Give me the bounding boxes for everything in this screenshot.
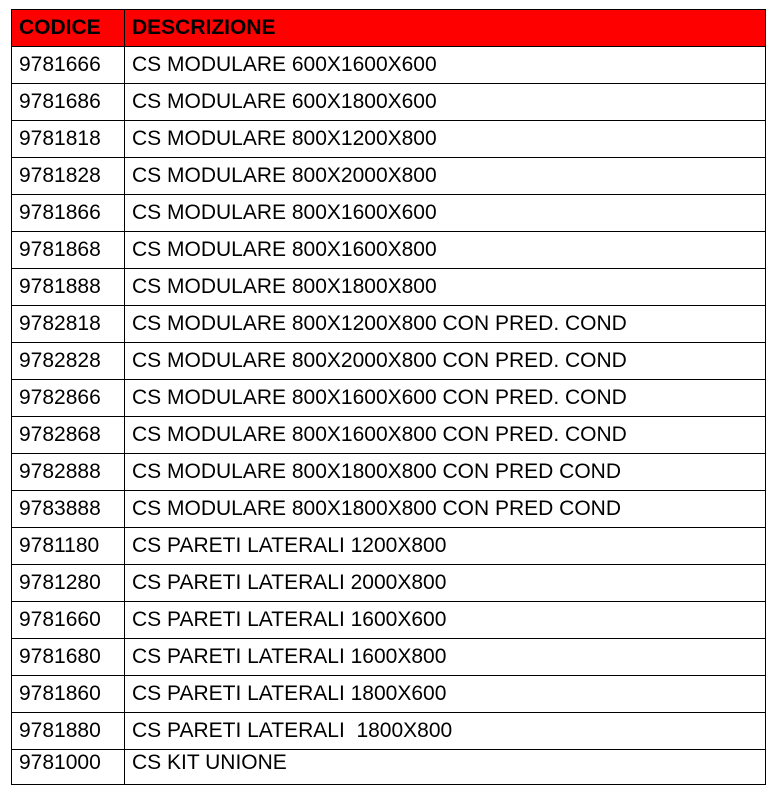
description-cell: CS PARETI LATERALI 1200X800 xyxy=(125,528,766,565)
table-row xyxy=(12,380,766,417)
code-cell: 9782866 xyxy=(12,380,125,417)
code-cell: 9781666 xyxy=(12,47,125,84)
product-code-table xyxy=(11,9,766,785)
code-cell: 9782888 xyxy=(12,454,125,491)
description-cell: CS MODULARE 800X1600X600 CON PRED. COND xyxy=(125,380,766,417)
description-cell: CS MODULARE 800X1800X800 CON PRED COND xyxy=(125,491,766,528)
table-row xyxy=(12,417,766,454)
code-cell: 9781868 xyxy=(12,232,125,269)
table-row xyxy=(12,84,766,121)
code-cell: 9782818 xyxy=(12,306,125,343)
table-row xyxy=(12,232,766,269)
description-cell: CS PARETI LATERALI 1600X800 xyxy=(125,639,766,676)
description-cell: CS MODULARE 800X1600X800 xyxy=(125,232,766,269)
description-cell: CS PARETI LATERALI 1600X600 xyxy=(125,602,766,639)
code-cell: 9781686 xyxy=(12,84,125,121)
code-cell: 9781000 xyxy=(12,750,125,785)
description-cell: CS MODULARE 800X1200X800 xyxy=(125,121,766,158)
code-cell: 9783888 xyxy=(12,491,125,528)
description-cell: CS MODULARE 800X1600X600 xyxy=(125,195,766,232)
description-cell: CS MODULARE 800X1800X800 xyxy=(125,269,766,306)
code-cell: 9781866 xyxy=(12,195,125,232)
table-row xyxy=(12,639,766,676)
code-cell: 9781180 xyxy=(12,528,125,565)
table-row xyxy=(12,195,766,232)
description-cell: CS MODULARE 800X1600X800 CON PRED. COND xyxy=(125,417,766,454)
table-row xyxy=(12,750,766,785)
table-row xyxy=(12,454,766,491)
table-row xyxy=(12,158,766,195)
table-row xyxy=(12,343,766,380)
description-cell: CS PARETI LATERALI 2000X800 xyxy=(125,565,766,602)
table-row xyxy=(12,47,766,84)
code-cell: 9782868 xyxy=(12,417,125,454)
code-cell: 9781860 xyxy=(12,676,125,713)
code-cell: 9781280 xyxy=(12,565,125,602)
code-cell: 9781888 xyxy=(12,269,125,306)
header-descrizione: DESCRIZIONE xyxy=(125,10,766,47)
table-row xyxy=(12,528,766,565)
code-cell: 9781880 xyxy=(12,713,125,750)
description-cell: CS PARETI LATERALI 1800X800 xyxy=(125,713,766,750)
code-cell: 9781818 xyxy=(12,121,125,158)
code-cell: 9781660 xyxy=(12,602,125,639)
table-row xyxy=(12,269,766,306)
table-row xyxy=(12,491,766,528)
description-cell: CS MODULARE 800X2000X800 xyxy=(125,158,766,195)
header-row xyxy=(12,10,766,47)
description-cell: CS MODULARE 800X2000X800 CON PRED. COND xyxy=(125,343,766,380)
description-cell: CS KIT UNIONE xyxy=(125,750,766,785)
table-row xyxy=(12,713,766,750)
description-cell: CS MODULARE 800X1800X800 CON PRED COND xyxy=(125,454,766,491)
code-cell: 9782828 xyxy=(12,343,125,380)
description-cell: CS MODULARE 800X1200X800 CON PRED. COND xyxy=(125,306,766,343)
description-cell: CS MODULARE 600X1800X600 xyxy=(125,84,766,121)
table-row xyxy=(12,565,766,602)
description-cell: CS PARETI LATERALI 1800X600 xyxy=(125,676,766,713)
description-cell: CS MODULARE 600X1600X600 xyxy=(125,47,766,84)
table-row xyxy=(12,602,766,639)
code-cell: 9781680 xyxy=(12,639,125,676)
header-codice: CODICE xyxy=(12,10,125,47)
code-cell: 9781828 xyxy=(12,158,125,195)
table-row xyxy=(12,306,766,343)
table-row xyxy=(12,676,766,713)
table-row xyxy=(12,121,766,158)
